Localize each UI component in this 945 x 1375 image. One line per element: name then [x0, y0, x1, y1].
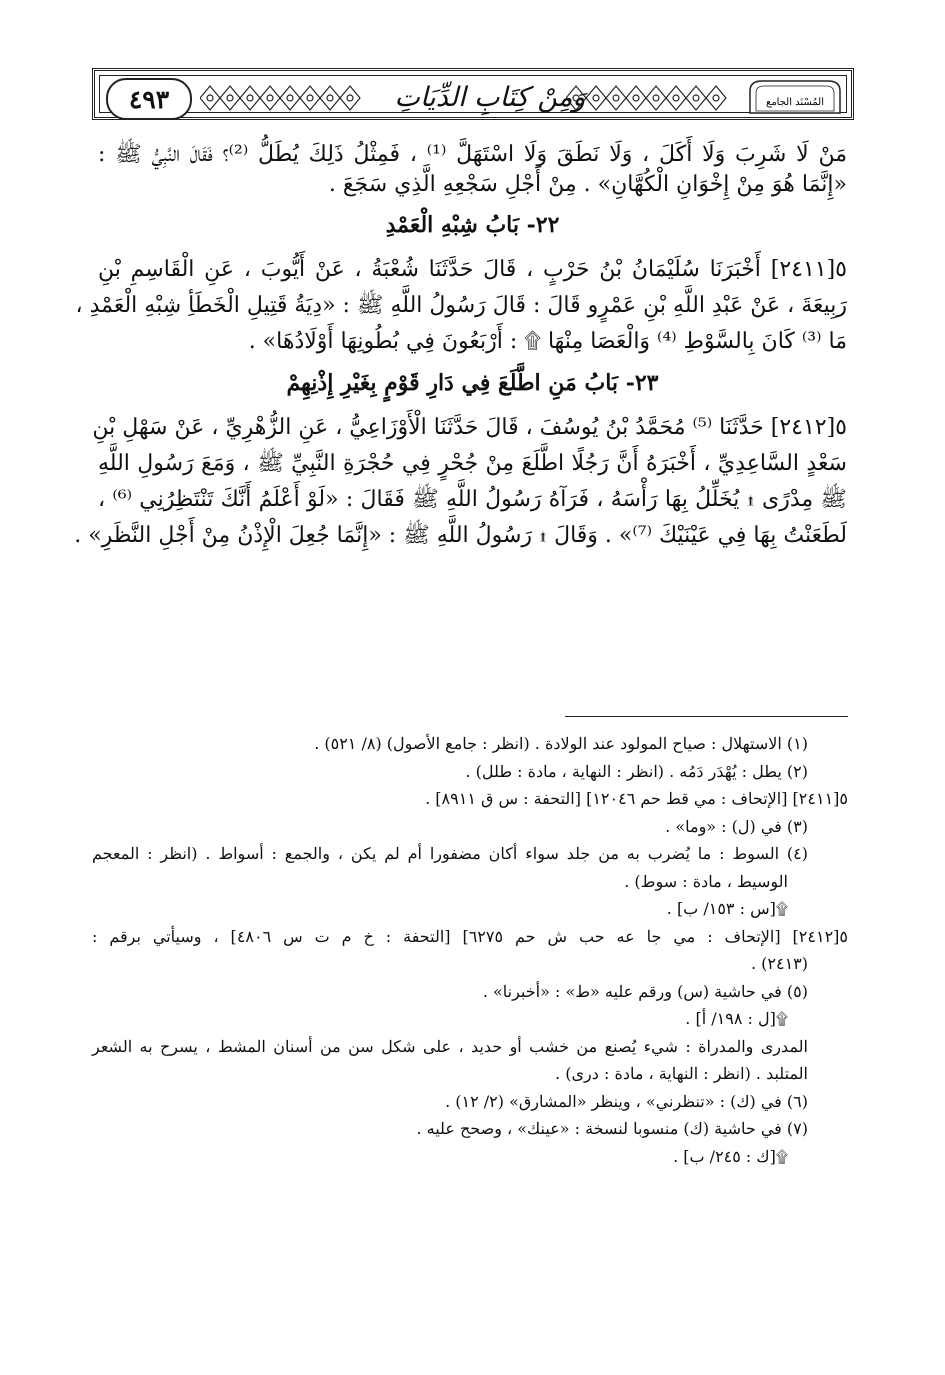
manuscript-marker: ۩[س : ١٥٣/ ب] . [666, 899, 788, 918]
running-title: وَمِنْ كِتَابِ الدِّيَاتِ [394, 81, 586, 113]
footnotes [92, 730, 848, 1170]
footnote-ref-2412-cont: (٢٤١٣) . [750, 954, 808, 973]
text-line: ٥[٢٤١١] أَخْبَرَنَا سُلَيْمَانُ بْنُ حَرْبٍ ، قَالَ حَدَّثَنَا شُعْبَةُ ، عَنْ أَيُّوبَ ، عَنِ الْقَاسِمِ بْنِ [98, 257, 847, 282]
chapter-heading-23: ٢٣- بَابُ مَنِ اطَّلَعَ فِي دَارِ قَوْمٍ بِغَيْرِ إِذْنِهِمْ [286, 370, 659, 396]
footnote-5: (٥) في حاشية (س) ورقم عليه «ط» : «أخبرنا» . [482, 981, 808, 1001]
manuscript-marker: ۩[ل : ١٩٨/ أ] . [685, 1009, 788, 1028]
ornament-right-icon [566, 82, 736, 114]
footnote-2: (٢) يطل : يُهْدَر دَمُه . (انظر : النهاية ، مادة : طلل) . [465, 761, 808, 781]
logo-text: المُسْنَد الجامع [766, 97, 824, 108]
publisher-logo [746, 77, 844, 117]
logo-seal-icon [746, 77, 844, 117]
intro-paragraph [98, 140, 847, 200]
manuscript-marker: ۩[ك : ٢٤٥/ ب] . [673, 1146, 788, 1166]
text-line: سَعْدٍ السَّاعِدِيِّ ، أَخْبَرَهُ أَنَّ رَجُلًا اطَّلَعَ مِنْ جُحْرٍ فِي حُجْرَةِ النَّبِيِّ ﷺ ، وَمَعَ رَسُولِ اللَّهِ [98, 451, 847, 476]
text-line: لَطَعَنْتُ بِهَا فِي عَيْنَيْكَ ⁽⁷⁾» . وَقَالَ ۩ رَسُولُ اللَّهِ ﷺ : «إِنَّمَا جُعِلَ الْإِذْنُ مِنْ أَجْلِ النَّظَرِ» . [74, 523, 847, 548]
page-number: ٤٩٣ [106, 78, 192, 120]
footnote-7: (٧) في حاشية (ك) منسوبا لنسخة : «عينك» ، وصحح عليه . [416, 1119, 808, 1138]
footnote-4-cont: الوسيط ، مادة : سوط) . [624, 871, 788, 891]
text-line: مَا ⁽³⁾ كَانَ بِالسَّوْطِ ⁽⁴⁾ وَالْعَصَا مِنْهَا ۩ : أَرْبَعُونَ فِي بُطُونِهَا أَوْلَادُهَا» . [248, 329, 847, 354]
text-line: «إِنَّمَا هُوَ مِنْ إِخْوَانِ الْكُهَّانِ» . مِنْ أَجْلِ سَجْعِهِ الَّذِي سَجَعَ . [328, 172, 847, 197]
text-line: ٥[٢٤١٢] حَدَّثَنَا ⁽⁵⁾ مُحَمَّدُ بْنُ يُوسُفَ ، قَالَ حَدَّثَنَا الْأَوْزَاعِيُّ ، عَنِ الزُّهْرِيِّ ، عَنْ سَهْلِ بْنِ [92, 415, 847, 440]
footnote-midra-cont: المتلبد . (انظر : النهاية ، مادة : درى) . [555, 1064, 808, 1083]
footnote-3: (٣) في (ل) : «وما» . [665, 816, 808, 836]
text-line: ﷺ مِدْرًى ۩ يُخَلِّلُ بِهَا رَأْسَهُ ، فَرَآهُ رَسُولُ اللَّهِ ﷺ فَقَالَ : «لَوْ أَعْلَمُ أَنَّكَ تَنْتَظِرُنِي ⁽⁶⁾ ، [98, 487, 848, 512]
text-line: رَبِيعَةَ ، عَنْ عَبْدِ اللَّهِ بْنِ عَمْرٍو قَالَ : قَالَ رَسُولُ اللَّهِ ﷺ : «دِيَةُ قَتِيلِ الْخَطَأِ شِبْهِ الْعَمْدِ ، [75, 293, 847, 318]
footnote-midra: المدرى والمدراة : شيء يُصنع من خشب أو حديد ، على شكل سن من أسنان المشط ، يسرح به الشعر [92, 1036, 808, 1056]
page-header [92, 68, 854, 120]
main-text [74, 140, 848, 554]
footnote-separator [565, 716, 848, 717]
chapter-heading-22: ٢٢- بَابُ شِبْهِ الْعَمْدِ [385, 212, 560, 238]
text-line: مَنْ لَا شَرِبَ وَلَا أَكَلَ ، وَلَا نَطَقَ وَلَا اسْتَهَلَّ ⁽¹⁾ ، فَمِثْلُ ذَلِكَ يُطَلُّ ⁽²⁾؟ فَقَالَ النَّبِيُّ ﷺ : [98, 142, 847, 167]
header-frame [99, 75, 847, 113]
hadith-2411 [75, 252, 847, 360]
footnote-ref-2412: ٥[٢٤١٢] [الإتحاف : مي جا عه حب ش حم ٦٢٧٥] [التحفة : خ م ت س ٤٨٠٦] ، وسيأتي برقم : [92, 926, 849, 946]
footnote-4: (٤) السوط : ما يُضرب به من جلد سواء أكان مضفورا أم لم يكن ، والجمع : أسواط . (انظر : المعجم [92, 844, 808, 863]
footnote-ref-2411: ٥[٢٤١١] [الإتحاف : مي قط حم ١٢٠٤٦] [التحفة : س ق ٨٩١١] . [425, 789, 848, 808]
footnote-6: (٦) في (ك) : «تنظرني» ، وينظر «المشارق» (٢/ ١٢) . [445, 1091, 808, 1111]
ornament-left-icon [200, 82, 370, 114]
footnote-1: (١) الاستهلال : صياح المولود عند الولادة . (انظر : جامع الأصول) (٨/ ٥٢١) . [314, 734, 808, 753]
hadith-2412 [74, 410, 848, 554]
